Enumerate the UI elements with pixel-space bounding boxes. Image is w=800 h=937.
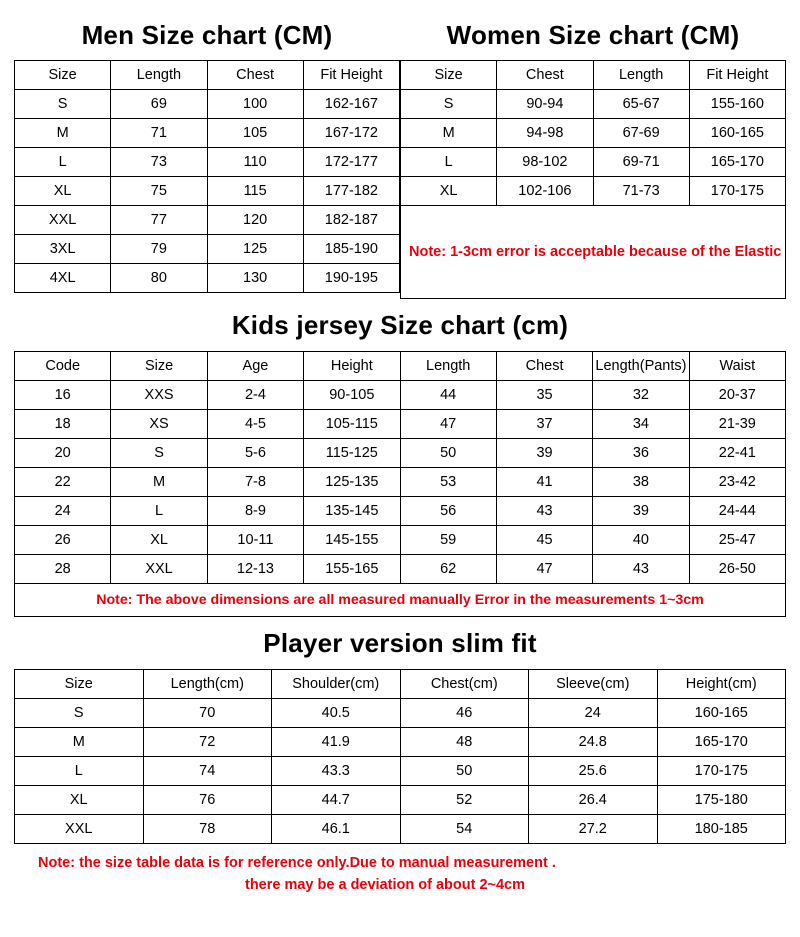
table-row: [15, 815, 786, 844]
kids-chart-title: Kids jersey Size chart (cm): [231, 310, 569, 340]
kids-measurement-note: Note: The above dimensions are all measured manually Error in the measurements 1~3cm: [96, 592, 704, 608]
table-cell: XXS: [111, 381, 207, 410]
table-cell: 160-165: [689, 119, 785, 148]
table-cell: 26: [15, 526, 111, 555]
table-row: [401, 177, 786, 206]
table-cell: 16: [15, 381, 111, 410]
table-cell: 43: [593, 555, 689, 584]
column-header: Chest(cm): [400, 670, 529, 699]
table-cell: 71-73: [593, 177, 689, 206]
table-cell: 76: [143, 786, 272, 815]
table-cell: S: [401, 90, 497, 119]
table-row: [15, 699, 786, 728]
table-cell: 70: [143, 699, 272, 728]
column-header: Length: [400, 352, 496, 381]
table-cell: 52: [400, 786, 529, 815]
footer-note-line-1: Note: the size table data is for reference only.Due to manual measurement .: [38, 855, 556, 871]
player-size-table: [14, 669, 786, 844]
table-cell: 115: [207, 177, 303, 206]
table-row: [15, 264, 400, 293]
table-row: [15, 177, 400, 206]
table-cell: 65-67: [593, 90, 689, 119]
table-cell: 44.7: [272, 786, 401, 815]
table-cell: 35: [496, 381, 592, 410]
table-cell: 25.6: [529, 757, 658, 786]
table-row: [15, 526, 786, 555]
table-cell: 98-102: [497, 148, 593, 177]
table-cell: 4XL: [15, 264, 111, 293]
table-header-row: [15, 670, 786, 699]
table-cell: 155-165: [304, 555, 400, 584]
table-row: [15, 468, 786, 497]
column-header: Chest: [496, 352, 592, 381]
table-cell: 24.8: [529, 728, 658, 757]
kids-note-bar: [14, 584, 786, 617]
table-row: [15, 757, 786, 786]
table-row: [15, 381, 786, 410]
table-cell: 47: [496, 555, 592, 584]
table-cell: 100: [207, 90, 303, 119]
women-note-cell: [401, 206, 786, 299]
table-cell: 2-4: [207, 381, 303, 410]
table-cell: 72: [143, 728, 272, 757]
table-cell: 125-135: [304, 468, 400, 497]
kids-section: [14, 299, 786, 617]
table-cell: M: [15, 728, 144, 757]
table-cell: 67-69: [593, 119, 689, 148]
table-row: [401, 90, 786, 119]
table-cell: 79: [111, 235, 207, 264]
table-row: [15, 786, 786, 815]
table-cell: 39: [496, 439, 592, 468]
table-cell: 28: [15, 555, 111, 584]
column-header: Size: [111, 352, 207, 381]
table-cell: M: [15, 119, 111, 148]
table-cell: 165-170: [689, 148, 785, 177]
table-row: [401, 119, 786, 148]
table-cell: 25-47: [689, 526, 785, 555]
column-header: Fit Height: [303, 61, 399, 90]
table-cell: 162-167: [303, 90, 399, 119]
table-cell: 46: [400, 699, 529, 728]
table-cell: 20-37: [689, 381, 785, 410]
table-cell: 26-50: [689, 555, 785, 584]
table-cell: 182-187: [303, 206, 399, 235]
column-header: Size: [401, 61, 497, 90]
table-cell: 59: [400, 526, 496, 555]
table-header-row: [15, 61, 400, 90]
table-cell: 27.2: [529, 815, 658, 844]
table-cell: 43: [496, 497, 592, 526]
table-cell: 78: [143, 815, 272, 844]
table-cell: 46.1: [272, 815, 401, 844]
table-cell: 54: [400, 815, 529, 844]
table-header-row: [401, 61, 786, 90]
table-cell: 34: [593, 410, 689, 439]
table-cell: L: [15, 757, 144, 786]
table-cell: M: [111, 468, 207, 497]
table-cell: 22-41: [689, 439, 785, 468]
table-cell: 94-98: [497, 119, 593, 148]
table-cell: 37: [496, 410, 592, 439]
table-cell: 172-177: [303, 148, 399, 177]
women-elastic-note: Note: 1-3cm error is acceptable because of the Elastic: [409, 244, 782, 260]
player-chart-title: Player version slim fit: [263, 628, 537, 658]
table-cell: 110: [207, 148, 303, 177]
table-cell: 22: [15, 468, 111, 497]
table-cell: S: [111, 439, 207, 468]
table-cell: 40: [593, 526, 689, 555]
kids-size-table: [14, 351, 786, 584]
column-header: Length(cm): [143, 670, 272, 699]
column-header: Height: [304, 352, 400, 381]
table-cell: 105-115: [304, 410, 400, 439]
table-cell: 47: [400, 410, 496, 439]
table-cell: 56: [400, 497, 496, 526]
table-cell: 120: [207, 206, 303, 235]
table-row: [15, 439, 786, 468]
top-titles-row: [14, 12, 786, 60]
table-cell: 90-94: [497, 90, 593, 119]
table-cell: 73: [111, 148, 207, 177]
table-cell: 26.4: [529, 786, 658, 815]
table-cell: 38: [593, 468, 689, 497]
column-header: Fit Height: [689, 61, 785, 90]
table-cell: XL: [15, 786, 144, 815]
table-cell: 24: [15, 497, 111, 526]
table-cell: 12-13: [207, 555, 303, 584]
column-header: Size: [15, 670, 144, 699]
men-size-table: [14, 60, 400, 293]
table-cell: 165-170: [657, 728, 786, 757]
table-cell: XXL: [15, 206, 111, 235]
table-cell: XS: [111, 410, 207, 439]
men-table-wrap: [14, 60, 400, 299]
footer-note-line-2: there may be a deviation of about 2~4cm: [244, 877, 526, 893]
table-cell: 75: [111, 177, 207, 206]
women-size-table: [400, 60, 786, 299]
table-cell: 80: [111, 264, 207, 293]
table-cell: 32: [593, 381, 689, 410]
table-cell: 18: [15, 410, 111, 439]
table-cell: L: [15, 148, 111, 177]
table-cell: 10-11: [207, 526, 303, 555]
table-cell: 23-42: [689, 468, 785, 497]
column-header: Length: [111, 61, 207, 90]
table-row: [15, 206, 400, 235]
footer-note: [14, 844, 786, 900]
table-cell: XL: [111, 526, 207, 555]
women-chart-title: Women Size chart (CM): [446, 20, 740, 50]
table-row: [15, 410, 786, 439]
column-header: Shoulder(cm): [272, 670, 401, 699]
table-cell: L: [111, 497, 207, 526]
table-cell: 53: [400, 468, 496, 497]
table-row: [15, 90, 400, 119]
table-cell: 5-6: [207, 439, 303, 468]
table-cell: 41: [496, 468, 592, 497]
table-cell: 90-105: [304, 381, 400, 410]
men-chart-title: Men Size chart (CM): [81, 20, 333, 50]
column-header: Length(Pants): [593, 352, 689, 381]
table-cell: 20: [15, 439, 111, 468]
table-cell: 160-165: [657, 699, 786, 728]
table-cell: 62: [400, 555, 496, 584]
table-row: [15, 148, 400, 177]
column-header: Length: [593, 61, 689, 90]
table-cell: 50: [400, 439, 496, 468]
column-header: Height(cm): [657, 670, 786, 699]
women-table-wrap: [400, 60, 786, 299]
table-cell: 190-195: [303, 264, 399, 293]
table-cell: XXL: [111, 555, 207, 584]
table-cell: 41.9: [272, 728, 401, 757]
table-cell: 8-9: [207, 497, 303, 526]
table-cell: 40.5: [272, 699, 401, 728]
table-cell: 155-160: [689, 90, 785, 119]
table-cell: 180-185: [657, 815, 786, 844]
table-cell: 125: [207, 235, 303, 264]
table-cell: 185-190: [303, 235, 399, 264]
table-cell: 4-5: [207, 410, 303, 439]
table-cell: XL: [401, 177, 497, 206]
table-row: [15, 497, 786, 526]
table-cell: 167-172: [303, 119, 399, 148]
table-cell: 24: [529, 699, 658, 728]
table-cell: 74: [143, 757, 272, 786]
table-cell: 102-106: [497, 177, 593, 206]
table-cell: 71: [111, 119, 207, 148]
top-tables: [14, 60, 786, 299]
column-header: Waist: [689, 352, 785, 381]
table-row: [15, 235, 400, 264]
table-cell: 7-8: [207, 468, 303, 497]
women-note-row: [401, 206, 786, 299]
table-cell: 3XL: [15, 235, 111, 264]
table-cell: 45: [496, 526, 592, 555]
table-cell: 21-39: [689, 410, 785, 439]
column-header: Age: [207, 352, 303, 381]
table-cell: 77: [111, 206, 207, 235]
table-cell: XXL: [15, 815, 144, 844]
player-section: [14, 617, 786, 844]
table-cell: S: [15, 90, 111, 119]
column-header: Chest: [207, 61, 303, 90]
table-row: [15, 555, 786, 584]
table-cell: 177-182: [303, 177, 399, 206]
table-cell: 36: [593, 439, 689, 468]
table-cell: 50: [400, 757, 529, 786]
table-cell: L: [401, 148, 497, 177]
table-cell: 130: [207, 264, 303, 293]
table-row: [15, 119, 400, 148]
column-header: Chest: [497, 61, 593, 90]
table-cell: 105: [207, 119, 303, 148]
column-header: Size: [15, 61, 111, 90]
table-cell: 69: [111, 90, 207, 119]
table-cell: S: [15, 699, 144, 728]
table-header-row: [15, 352, 786, 381]
table-cell: 39: [593, 497, 689, 526]
table-cell: 175-180: [657, 786, 786, 815]
table-row: [401, 148, 786, 177]
table-cell: 170-175: [689, 177, 785, 206]
table-cell: 135-145: [304, 497, 400, 526]
table-cell: XL: [15, 177, 111, 206]
table-cell: 115-125: [304, 439, 400, 468]
table-cell: 170-175: [657, 757, 786, 786]
table-cell: 44: [400, 381, 496, 410]
table-cell: 48: [400, 728, 529, 757]
table-cell: 69-71: [593, 148, 689, 177]
table-cell: M: [401, 119, 497, 148]
table-cell: 43.3: [272, 757, 401, 786]
column-header: Sleeve(cm): [529, 670, 658, 699]
table-cell: 145-155: [304, 526, 400, 555]
table-row: [15, 728, 786, 757]
column-header: Code: [15, 352, 111, 381]
table-cell: 24-44: [689, 497, 785, 526]
